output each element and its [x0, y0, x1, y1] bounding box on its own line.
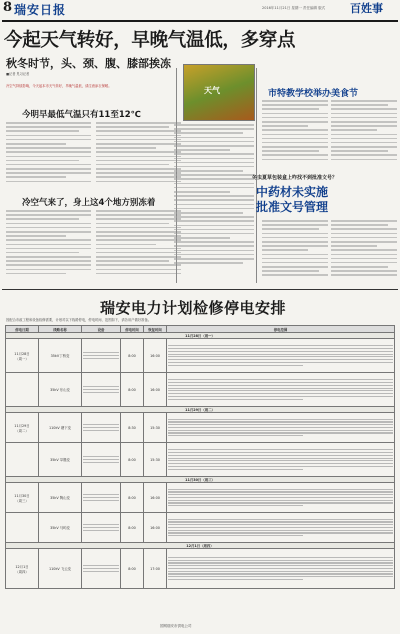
section-label: 11月28日（周一） [6, 333, 395, 339]
cell-start: 8:00 [121, 373, 144, 407]
cell-device [82, 339, 121, 373]
section-title: 百姓事 [350, 2, 383, 15]
cell-date [6, 443, 39, 477]
cell-line: 35kV 莘塍变 [39, 443, 82, 477]
cell-start: 8:00 [121, 339, 144, 373]
body-text-block [6, 210, 91, 285]
section-label: 12月1日（周四） [6, 543, 395, 549]
col-header-end: 恢复时间 [144, 326, 167, 333]
col-header-start: 停电时间 [121, 326, 144, 333]
col-header-date: 停电日期 [6, 326, 39, 333]
table-row [6, 443, 395, 477]
cell-start: 8:00 [121, 513, 144, 543]
cell-start: 8:00 [121, 549, 144, 589]
cell-end: 15:30 [144, 413, 167, 443]
body-text-block [96, 210, 181, 285]
cell-end: 17:00 [144, 549, 167, 589]
cell-line: 35kV 陶山变 [39, 483, 82, 513]
cell-date [6, 373, 39, 407]
cell-area [167, 373, 395, 407]
cell-area [167, 413, 395, 443]
cell-area [167, 549, 395, 589]
body-text-block [331, 220, 397, 284]
cell-date: 11月28日 （周一） [6, 339, 39, 373]
cell-date [6, 513, 39, 543]
cell-device [82, 413, 121, 443]
section-label: 11月30日（周三） [6, 477, 395, 483]
body-text-block [262, 100, 328, 170]
section-label: 11月29日（周二） [6, 407, 395, 413]
newspaper-logo: 瑞安日报 [14, 3, 67, 17]
notice-intro: 因配合市政工程和设备检修需要，计划对以下线路停电，停电时间、范围如下，请各用户做好准备。 [6, 318, 152, 322]
cell-line: 35kV 马屿变 [39, 513, 82, 543]
table-row [6, 373, 395, 407]
cell-date: 12月1日 （周四） [6, 549, 39, 589]
notice-footer: 国网瑞安市供电公司 [160, 624, 192, 628]
table-header-row [6, 326, 395, 333]
section-heading-a: 今明早最低气温只有11至12℃ [22, 110, 141, 120]
cell-line: 35kV丁桥变 [39, 339, 82, 373]
cell-date: 11月29日 （周二） [6, 413, 39, 443]
cell-date: 11月30日 （周三） [6, 483, 39, 513]
page-number: 8 [3, 0, 13, 15]
cell-end: 15:30 [144, 443, 167, 477]
cell-end: 16:00 [144, 339, 167, 373]
lead-deck: 冷空气持续影响，今天起本市天气转好，早晚气温低，请注意添衣保暖。 [6, 84, 112, 88]
table-row [6, 483, 395, 513]
table-row [6, 339, 395, 373]
body-text-block [6, 122, 91, 192]
photo-caption: 天气 [204, 86, 220, 95]
body-text-block [96, 122, 181, 192]
cell-end: 16:00 [144, 483, 167, 513]
col-header-area: 停电范围 [167, 326, 395, 333]
lead-headline: 今起天气转好，早晚气温低，多穿点 [4, 30, 296, 51]
cell-device [82, 549, 121, 589]
cell-area [167, 513, 395, 543]
table-row [6, 413, 395, 443]
table-row [6, 513, 395, 543]
section-separator [2, 289, 398, 290]
cell-line: 110kV 塘下变 [39, 413, 82, 443]
notice-title: 瑞安电力计划检修停电安排 [100, 299, 287, 317]
cell-device [82, 373, 121, 407]
cell-device [82, 483, 121, 513]
cell-end: 16:00 [144, 513, 167, 543]
outage-table-body [6, 333, 395, 589]
issue-info: 2016年11月21日 星期一 责任编辑 版式 [262, 6, 326, 10]
col-header-line: 线路名称 [39, 326, 82, 333]
body-text-block [262, 220, 328, 284]
header-rule [2, 20, 398, 22]
lead-subhead: 秋冬时节，头、颈、腹、膝部挨冻 [6, 57, 171, 70]
cell-start: 8:30 [121, 413, 144, 443]
table-row [6, 549, 395, 589]
section-heading-b: 冷空气来了，身上这4个地方别冻着 [22, 198, 156, 208]
news-photo [183, 64, 255, 121]
cell-start: 8:00 [121, 443, 144, 477]
right-headline-2: 中药材未实施 批准文号管理 [256, 185, 329, 214]
cell-device [82, 443, 121, 477]
body-text-block [174, 124, 254, 284]
byline: ■记者 见习记者 [6, 72, 30, 76]
right-kicker: 冬虫夏草包装盒上咋找不到批准文号？ [252, 175, 338, 181]
cell-line: 110kV 飞云变 [39, 549, 82, 589]
cell-line: 35kV 东山变 [39, 373, 82, 407]
right-headline-1: 市特教学校举办美食节 [268, 89, 359, 99]
cell-area [167, 339, 395, 373]
outage-table [5, 325, 395, 589]
cell-area [167, 483, 395, 513]
cell-device [82, 513, 121, 543]
col-header-device: 设备 [82, 326, 121, 333]
cell-area [167, 443, 395, 477]
cell-start: 8:00 [121, 483, 144, 513]
cell-end: 16:00 [144, 373, 167, 407]
body-text-block [331, 100, 397, 170]
